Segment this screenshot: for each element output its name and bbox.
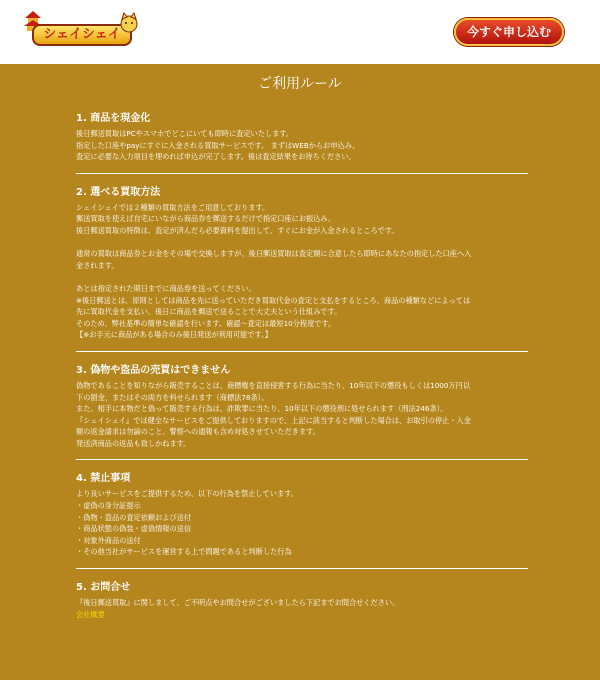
list-item: ・その他当社がサービスを運営する上で問題であると判断した行為 [76,547,292,557]
list-item: ・商品状態の偽装・虚偽情報の送信 [76,524,192,534]
rules-content [76,112,528,632]
section-title: 1. 商品を現金化 [76,113,151,124]
section-text: ※後日郵送とは、原則としては商品を先に送っていただき買取代金の査定と支払をするところ、商品の種類などによっては [76,295,471,305]
section-text: 後日郵送買取はPCやスマホでどこにいても即時に査定いたします。 [76,129,294,138]
section-text: 偽物であることを知りながら販売することは、商標権を直接侵害する行為に当たり、10年以下の懲役もしくは1000万円以 [76,380,471,390]
list-item: ・対象外商品の送付 [76,535,141,545]
section-divider [76,351,528,352]
site-logo[interactable] [22,10,140,54]
apply-now-button[interactable]: 今すぐ申し込む [454,18,564,46]
section-text: 後日郵送買取の特徴は、査定が済んだら必要資料を提出して、すぐにお金が入金されるところです。 [76,225,399,235]
section-divider [76,568,528,569]
section-text: 下の罰金、またはその両方を科せられます（商標法78条）。 [76,392,269,402]
list-item: ・虚偽の身分証提示 [76,501,141,511]
section-no-counterfeits [76,364,528,461]
section-text [76,237,528,249]
section-text: 額の返金請求は勿論のこと、警察への通報も含め対処させていただきます。 [76,427,320,437]
logo-wordmark: シェイシェイ [32,24,132,46]
section-text: あとは指定された期日までに商品券を送ってください。 [76,283,256,293]
section-text: 金されます。 [76,260,119,270]
section-text: また、相手に本物だと偽って販売する行為は、詐欺罪に当たり、10年以下の懲役刑に処せられます（刑法246条）。 [76,404,448,414]
lucky-cat-icon [118,12,140,34]
section-text: 『後日郵送買取』に関しまして、ご不明点やお問合せがございましたら下記までお問合せください。 [76,598,400,608]
section-text: より良いサービスをご提供するため、以下の行為を禁止しています。 [76,489,298,499]
section-text: 【※お手元に商品がある場合のみ後日発送が利用可能です。】 [76,330,272,340]
section-title: 2. 選べる買取方法 [76,186,161,198]
section-contact [76,581,528,620]
section-prohibited-acts [76,472,528,569]
list-item: ・偽物・盗品の査定依頼および送付 [76,512,192,522]
section-text: 査定に必要な入力項目を埋めれば申込が完了します。後は査定結果をお待ちください。 [76,152,356,162]
section-text: そのため、弊社基準の簡単な確認を行います。確認〜査定は最短10分程度です。 [76,318,336,328]
section-divider [76,173,528,174]
section-purchase-methods [76,186,528,352]
site-header [0,0,600,64]
section-text: 郵送買取を使えば自宅にいながら商品券を郵送するだけで指定口座にお振込み。 [76,214,336,224]
page-title: ご利用ルール [258,76,342,92]
section-title: 5. お問合せ [76,582,131,594]
section-text: シェイシェイでは２種類の買取方法をご用意しております。 [76,202,270,212]
section-title: 4. 禁止事項 [76,473,131,485]
section-text: 『シェイシェイ』では健全なサービスをご提供しておりますので、上記に該当すると判断した場合は、お取引の停止・入金 [76,415,471,425]
section-text [76,271,528,283]
section-convert-to-cash [76,112,528,174]
section-text: 発送済商品の返品も致しかねます。 [76,438,191,448]
section-title: 3. 偽物や盗品の売買はできません [76,364,231,376]
section-text: 先に買取代金を支払い、後日に商品を郵送で送ることで大丈夫という仕組みです。 [76,307,342,317]
section-text: 指定した口座やpayにすぐに入金される買取サービスです。 まずはWEBからお申込み。 [76,140,360,150]
section-divider [76,459,528,460]
company-profile-link[interactable]: 会社概要 [76,609,105,619]
section-text: 通常の買取は商品券とお金をその場で交換しますが、後日郵送買取は査定額に合意したら即時にあなたの指定した口座へ入 [76,249,472,259]
